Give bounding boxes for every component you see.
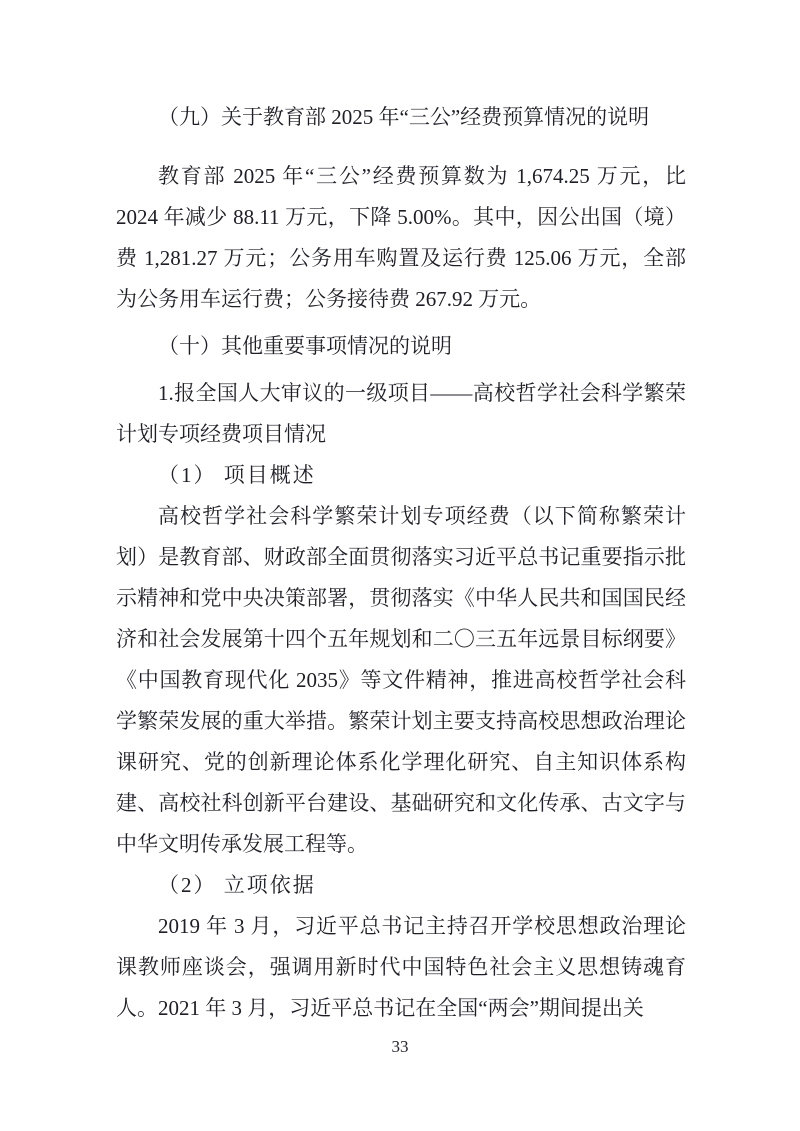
paragraph-sangong-budget-figures: 教育部 2025 年“三公”经费预算数为 1,674.25 万元，比 2024 年减少 88.11 万元，下降 5.00%。其中，因公出国（境）费 1,281.27 万元；公务用车购置及运行费 125.06 万元，全部为公务用车运行费；公务接待费 267.92 万元。 xyxy=(116,164,686,311)
page-content xyxy=(116,97,686,1029)
paragraph-approval-basis: 2019 年 3 月，习近平总书记主持召开学校思想政治理论课教师座谈会，强调用新时代中国特色社会主义思想铸魂育人。2021 年 3 月，习近平总书记在全国“两会”期间提出关 xyxy=(116,914,686,1020)
page-number: 33 xyxy=(391,1037,409,1056)
subheading-1-project-overview: （1） 项目概述 xyxy=(158,463,316,487)
paragraph-project-overview: 高校哲学社会科学繁荣计划专项经费（以下简称繁荣计划）是教育部、财政部全面贯彻落实习近平总书记重要指示批示精神和党中央决策部署，贯彻落实《中华人民共和国国民经济和社会发展第十四个五年规划和二〇三五年远景目标纲要》《中国教育现代化 2035》等文件精神，推进高校哲学社会科学繁荣发展的重大举措。繁荣计划主要支持高校思想政治理论课研究、党的创新理论体系化学理化研究、自主知识体系构建、高校社科创新平台建设、基础研究和文化传承、古文字与中华文明传承发展工程等。 xyxy=(116,504,686,856)
subheading-2-approval-basis: （2） 立项依据 xyxy=(158,873,316,897)
heading-section-ten-other-matters: （十）其他重要事项情况的说明 xyxy=(158,334,452,358)
heading-item-1-prosperity-plan-project: 1.报全国人大审议的一级项目——高校哲学社会科学繁荣计划专项经费项目情况 xyxy=(116,381,686,446)
heading-section-nine-sangong-budget: （九）关于教育部 2025 年“三公”经费预算情况的说明 xyxy=(158,105,650,129)
